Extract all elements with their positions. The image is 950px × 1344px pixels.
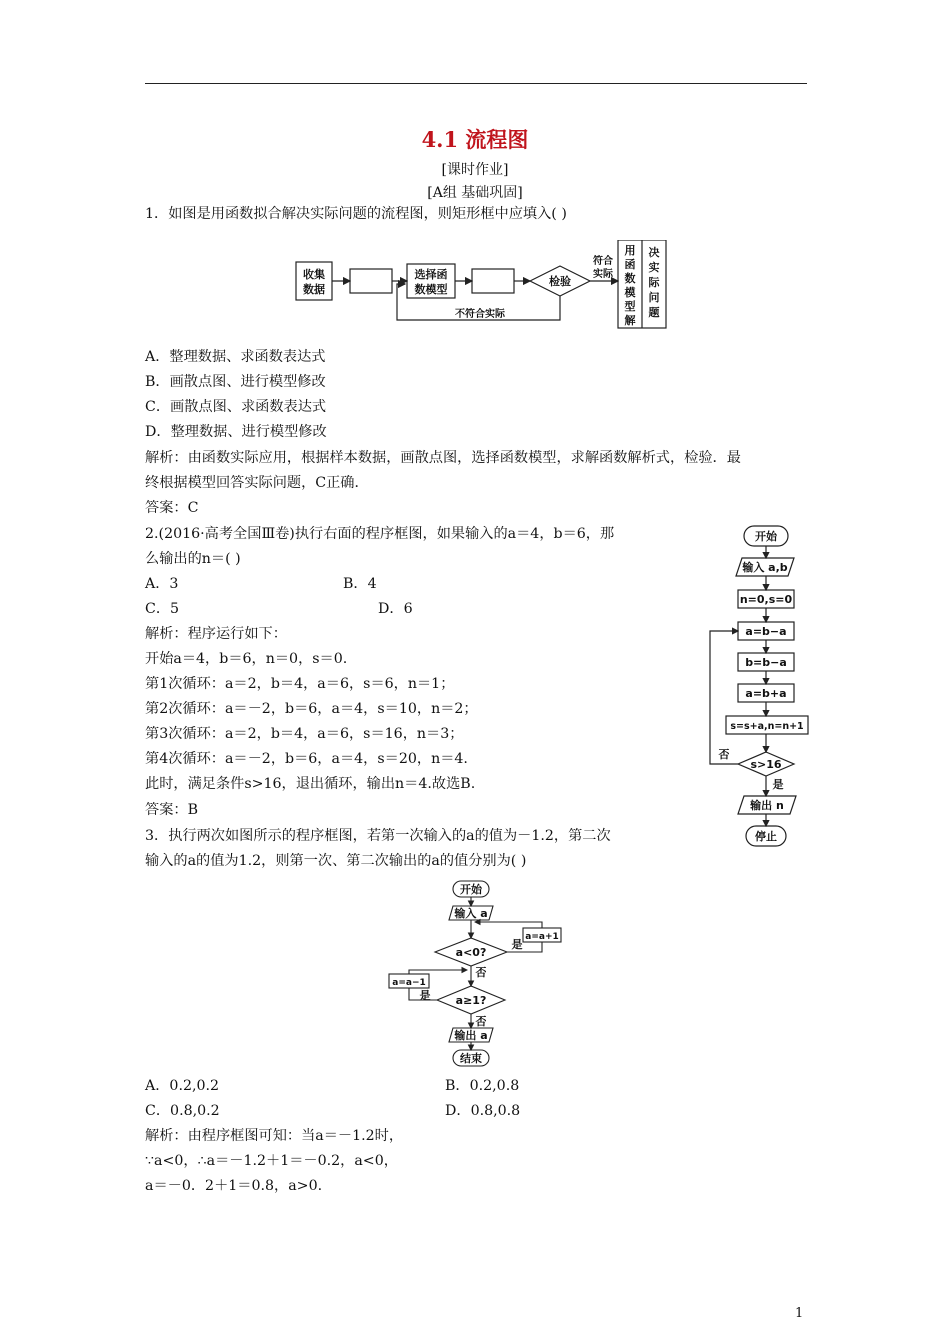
q1-stem: 1．如图是用函数拟合解决实际问题的流程图，则矩形框中应填入( )	[145, 206, 567, 222]
q2-analysis-4: 第3次循环：a＝2，b＝4，a＝6，s＝16，n＝3；	[145, 726, 464, 742]
q2-analysis-0: 解析：程序运行如下：	[145, 626, 287, 642]
q1-flowchart	[290, 240, 670, 330]
q3-analysis-1: ∵a<0，∴a＝－1.2＋1＝－0.2，a<0，	[145, 1153, 398, 1169]
q3-no1-label: 否	[475, 966, 487, 979]
q2-option-c: C．5	[145, 601, 180, 617]
q3-analysis-2: a＝－0．2＋1＝0.8，a>0.	[145, 1178, 323, 1194]
notfit-label: 不符合实际	[455, 309, 505, 320]
q2-cond-label: s>16	[750, 758, 782, 771]
page-title: 4.1 流程图	[421, 127, 529, 152]
q3-stem-2: 输入的a的值为1.2，则第一次、第二次输出的a的值分别为( )	[145, 853, 527, 869]
q2-output-label: 输出 n	[750, 799, 784, 812]
q3-option-c: C．0.8,0.2	[145, 1103, 220, 1119]
q3-yes1-label: 是	[511, 938, 523, 951]
q3-input-label: 输入 a	[454, 907, 488, 920]
q2-init-label: n=0,s=0	[739, 593, 793, 606]
solve-col2-1: 实	[648, 261, 660, 274]
solve-col2-4: 题	[648, 306, 660, 319]
q1-answer: 答案：C	[145, 500, 199, 516]
q3-cond1-label: a<0?	[455, 946, 487, 959]
collect-label-1: 收集	[303, 268, 325, 281]
q3-output-label: 输出 a	[454, 1029, 488, 1042]
choose-label-1: 选择函	[414, 268, 448, 281]
page-number: 1	[795, 1306, 804, 1321]
q2-option-d: D．6	[378, 601, 413, 617]
q2-stem-2: 么输出的n＝( )	[145, 551, 241, 567]
q2-stem-1: 2.(2016·高考全国Ⅲ卷)执行右面的程序框图，如果输入的a＝4，b＝6，那	[145, 526, 615, 542]
header-rule	[145, 83, 807, 84]
fit-label-1: 符合	[593, 256, 613, 267]
blank-box-1	[350, 269, 392, 293]
fit-label-2: 实际	[593, 269, 613, 280]
q3-option-a: A．0.2,0.2	[145, 1078, 220, 1094]
q2-answer: 答案：B	[145, 802, 198, 818]
q1-analysis-1: 解析：由函数实际应用，根据样本数据，画散点图，选择函数模型，求解函数解析式，检验．最	[145, 450, 741, 466]
q3-inc-label: a=a+1	[525, 932, 559, 942]
q3-cond2-label: a≥1?	[455, 994, 487, 1007]
q3-start-label: 开始	[460, 883, 482, 896]
q1-option-c: C．画散点图、求函数表达式	[145, 399, 327, 415]
q2-stop-label: 停止	[755, 830, 777, 843]
solve-col2-3: 问	[648, 291, 660, 304]
check-label: 检验	[549, 275, 571, 288]
solve-col1-5: 解	[624, 314, 636, 327]
q3-flowchart	[385, 878, 570, 1070]
q3-yes2-label: 是	[419, 989, 431, 1002]
q2-analysis-2: 第1次循环：a＝2，b＝4，a＝6，s＝6，n＝1；	[145, 676, 455, 692]
solve-col1-3: 模	[624, 286, 636, 299]
q2-step3-label: a=b+a	[745, 687, 787, 700]
q2-step4-label: s=s+a,n=n+1	[730, 721, 804, 732]
q2-analysis-3: 第2次循环：a＝－2，b＝6，a＝4，s＝10，n＝2；	[145, 701, 478, 717]
solve-col2-0: 决	[648, 246, 660, 259]
solve-col2-2: 际	[648, 276, 660, 289]
q2-yes-label: 是	[772, 778, 784, 791]
collect-label-2: 数据	[303, 283, 325, 296]
solve-col1-2: 数	[624, 272, 636, 285]
q1-analysis-2: 终根据模型回答实际问题，C正确．	[145, 475, 369, 491]
q3-end-label: 结束	[460, 1052, 482, 1065]
q2-option-b: B．4	[343, 576, 377, 592]
q3-option-b: B．0.2,0.8	[445, 1078, 520, 1094]
subtitle-homework: [课时作业]	[441, 162, 509, 178]
q1-option-b: B．画散点图、进行模型修改	[145, 374, 326, 390]
subtitle-group: [A组 基础巩固]	[427, 185, 523, 201]
q2-analysis-6: 此时，满足条件s>16，退出循环，输出n＝4.故选B.	[145, 776, 476, 792]
q3-dec-label: a=a−1	[392, 978, 426, 988]
q2-flowchart	[700, 522, 820, 850]
q2-analysis-1: 开始a＝4，b＝6，n＝0，s＝0.	[145, 651, 348, 667]
q2-start-label: 开始	[755, 530, 777, 543]
q2-no-label: 否	[718, 748, 730, 761]
q3-no2-label: 否	[475, 1015, 487, 1028]
q2-step1-label: a=b−a	[745, 625, 787, 638]
solve-col1-0: 用	[624, 244, 636, 257]
solve-col1-1: 函	[624, 258, 636, 271]
q2-analysis-5: 第4次循环：a＝－2，b＝6，a＝4，s＝20，n＝4.	[145, 751, 468, 767]
q1-option-d: D．整理数据、进行模型修改	[145, 424, 327, 440]
q2-option-a: A．3	[145, 576, 179, 592]
solve-col1-4: 型	[624, 300, 636, 313]
q2-step2-label: b=b−a	[745, 656, 787, 669]
q1-option-a: A．整理数据、求函数表达式	[145, 349, 326, 365]
blank-box-2	[472, 269, 514, 293]
choose-label-2: 数模型	[414, 283, 448, 296]
q2-input-label: 输入 a,b	[742, 561, 788, 574]
q3-stem-1: 3．执行两次如图所示的程序框图，若第一次输入的a的值为－1.2，第二次	[145, 828, 611, 844]
q3-analysis-0: 解析：由程序框图可知：当a＝－1.2时，	[145, 1128, 404, 1144]
q3-option-d: D．0.8,0.8	[445, 1103, 521, 1119]
